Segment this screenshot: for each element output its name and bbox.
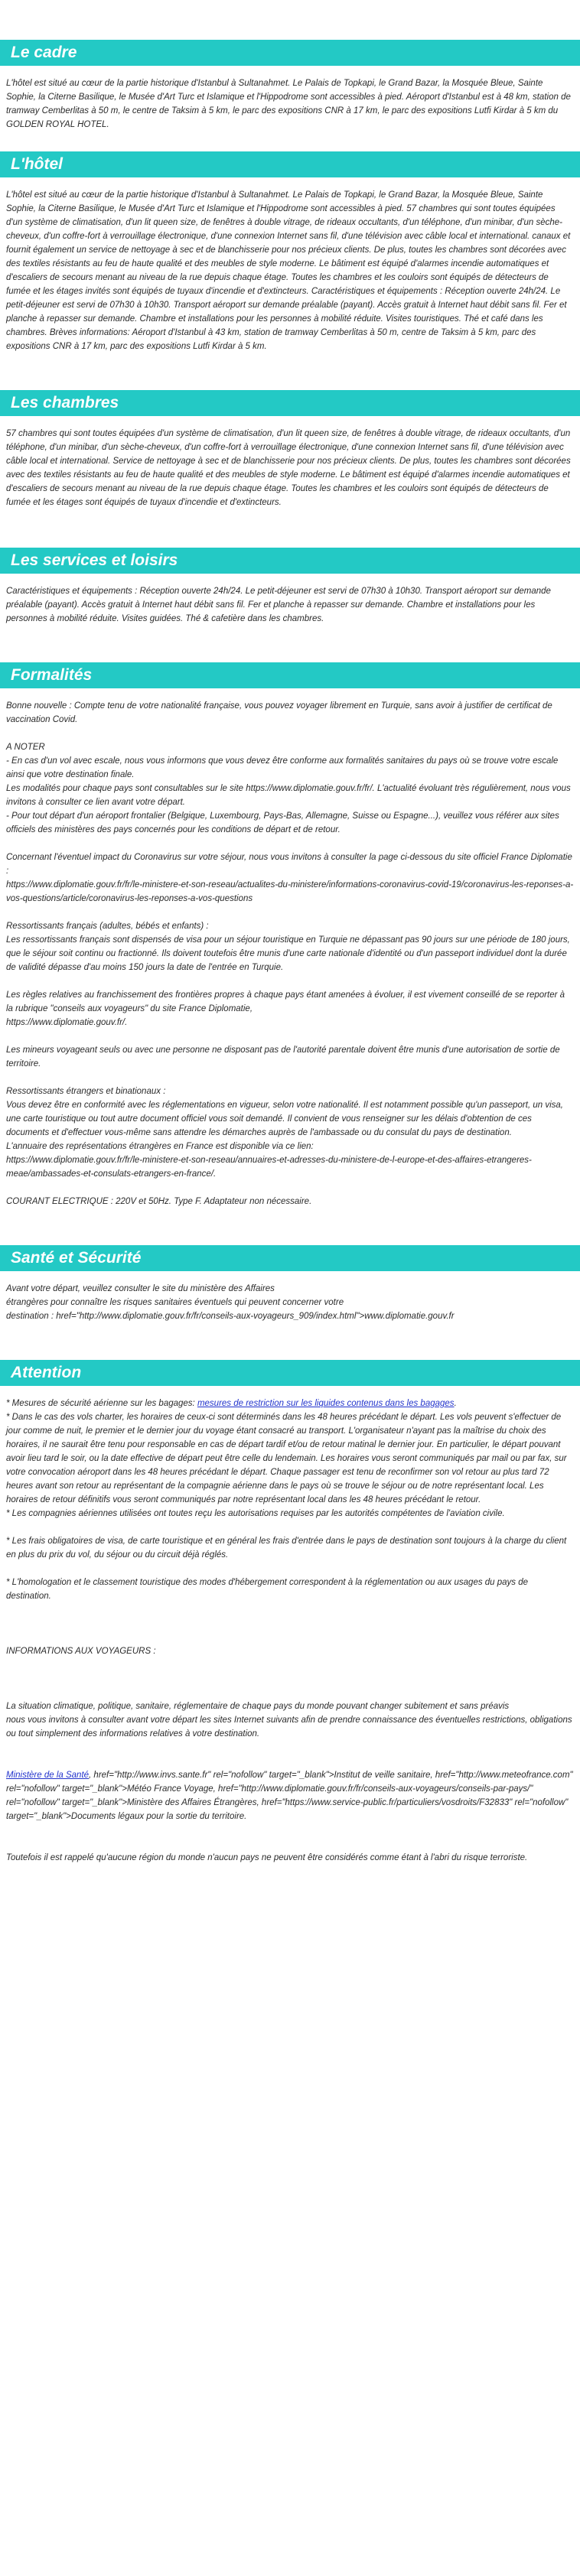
- ministere-sante-link[interactable]: Ministère de la Santé: [6, 1771, 90, 1780]
- spacer: [6, 1603, 574, 1617]
- paragraph: A NOTER - En cas d'un vol avec escale, nous vous informons que vous devez être conforme aux formalités sanitaires du pays où se trouve votre escale ainsi que votre destination finale. Les modalités pour chaque pays sont consultables sur le site https://www.diplomatie.gouv.fr/fr/. L'actualité évoluant très régulièrement, nous vous invitons à consulter ce lien avant votre départ. - Pour tout départ d'un aéroport frontalier (Belgique, Luxembourg, Pays-Bas, Allemagne, Suisse ou Espagne...), veuillez vous référer aux sites officiels des ministères des pays concernés pour les conditions de départ et de retour.: [6, 743, 571, 834]
- spacer: [6, 1181, 574, 1195]
- paragraph: * L'homologation et le classement touristique des modes d'hébergement correspondent à la réglementation ou aux usages du pays de destination.: [6, 1578, 531, 1601]
- spacer: [6, 1686, 574, 1699]
- section-title: Le cadre: [11, 44, 77, 61]
- paragraph: [6, 1397, 574, 1410]
- text: , href="http://www.invs.sante.fr" rel="nofollow" target="_blank">Institut de veille sanitaire, href="http://www.meteofrance.com" rel="nofollow" target="_blank">Météo France Voyage, href="http://www.diplomatie.gouv.fr/fr/conseils-aux-voyageurs/conseils-par-pays/" rel="nofollow" target="_blank">Ministère des Affaires Étrangères, href="https://www.service-public.fr/particuliers/vosdroits/F32833" rel="nofollow" target="_blank">Documents légaux pour la sortie du territoire.: [6, 1771, 575, 1821]
- section-header-hotel: [0, 151, 580, 177]
- paragraph: COURANT ELECTRIQUE : 220V et 50Hz. Type F. Adaptateur non nécessaire.: [6, 1197, 312, 1206]
- liquids-restriction-link[interactable]: mesures de restriction sur les liquides contenus dans les bagages: [197, 1399, 455, 1408]
- paragraph: INFORMATIONS AUX VOYAGEURS :: [6, 1647, 156, 1656]
- section-body: [0, 416, 580, 509]
- section-title: Les services et loisirs: [11, 551, 178, 569]
- section-header-formalites: [0, 662, 580, 688]
- spacer: [6, 1617, 574, 1631]
- paragraph: Caractéristiques et équipements : Réception ouverte 24h/24. Le petit-déjeuner est servi de 07h30 à 10h30. Transport aéroport sur demande préalable (payant). Accès gratuit à Internet haut débit sans fil. Fer et planche à repasser sur demande. Chambre et installations pour les personnes à mobilité réduite. Visites guidées. Thé & cafetière dans les chambres.: [6, 587, 554, 623]
- paragraph: 57 chambres qui sont toutes équipées d'un système de climatisation, d'un lit queen size, de fenêtres à double vitrage, de rideaux occultants, d'un téléphone, d'un minibar, d'un sèche-cheveux, d'un coffre-fort à verrouillage électronique, d'une connexion Internet sans fil, d'une télévision avec câble local et international. Service de nettoyage à sec et de blanchisserie pour nos précieux clients. De plus, toutes les chambres sont décorées avec des textiles résistants au feu de haute qualité et des meubles de style moderne. Le bâtiment est équipé d'alarmes incendie automatiques et d'escaliers de secours menant au niveau de la rue depuis chaque étage. Toutes les chambres et les couloirs sont équipés de détecteurs de fumée et les étages sont équipés de tuyaux d'incendie et d'extincteurs.: [6, 429, 573, 507]
- section-header-cadre: [0, 40, 580, 66]
- spacer: [6, 1755, 574, 1768]
- paragraph: Les mineurs voyageant seuls ou avec une personne ne disposant pas de l'autorité parentale doivent être munis d'une autorisation de sortie de territoire.: [6, 1046, 562, 1068]
- spacer: [6, 906, 574, 919]
- paragraph: Toutefois il est rappelé qu'aucune région du monde n'aucun pays ne peuvent être considérés comme étant à l'abri du risque terroriste.: [6, 1853, 528, 1862]
- section-formalites: [0, 662, 580, 1208]
- paragraph: L'hôtel est situé au cœur de la partie historique d'Istanbul à Sultanahmet. Le Palais de Topkapi, le Grand Bazar, la Mosquée Bleue, Sainte Sophie, la Citerne Basilique, le Musée d'Art Turc et Islamique et l'Hippodrome sont accessibles à pied. Aéroport d'Istanbul est à 48 km, station de tramway Cemberlitas à 50 m, le centre de Taksim à 5 km, le parc des expositions CNR à 17 km, le parc des expositions Lutfi Kirdar à 5 km du GOLDEN ROYAL HOTEL.: [6, 79, 574, 129]
- spacer: [6, 1562, 574, 1576]
- section-header-sante: [0, 1245, 580, 1271]
- paragraph: Bonne nouvelle : Compte tenu de votre nationalité française, vous pouvez voyager librement en Turquie, sans avoir à justifier de certificat de vaccination Covid.: [6, 701, 556, 724]
- section-body: [0, 688, 580, 1208]
- section-sante: [0, 1245, 580, 1323]
- paragraph: Ressortissants français (adultes, bébés et enfants) : Les ressortissants français sont dispensés de visa pour un séjour touristique en Turquie ne dépassant pas 90 jours sur une période de 180 jours, que le séjour soit continu ou fractionné. Ils doivent toutefois être munis d'une carte nationale d'identité ou d'un passeport individuel dont la durée de validité dépasse d'au moins 150 jours la date de l'entrée en Turquie.: [6, 922, 570, 972]
- section-body: [0, 1271, 580, 1323]
- text: * Mesures de sécurité aérienne sur les bagages:: [6, 1399, 197, 1408]
- page: [0, 40, 580, 1865]
- spacer: [6, 837, 574, 851]
- paragraph: L'hôtel est situé au cœur de la partie historique d'Istanbul à Sultanahmet. Le Palais de Topkapi, le Grand Bazar, la Mosquée Bleue, Sainte Sophie, la Citerne Basilique, le Musée d'Art Turc et Islamique et l'Hippodrome sont accessibles à pied. 57 chambres qui sont toutes équipées d'un système de climatisation, d'un lit queen size, de fenêtres à double vitrage, de rideaux occultants, d'un téléphone, d'un minibar, d'un sèche-cheveux, d'un coffre-fort à verrouillage électronique, d'une connexion Internet sans fil, d'une télévision avec câble local et international. canaux et fournit également un service de nettoyage à sec et de blanchisserie pour nos précieux clients. De plus, toutes les chambres sont décorées avec des textiles résistants au feu de haute qualité et des meubles de style moderne. Le bâtiment est équipé d'alarmes incendie automatiques et d'escaliers de secours menant au niveau de la rue depuis chaque étage. Toutes les chambres et les couloirs sont équipés de détecteurs de fumée et les étages invités sont équipés de tuyaux d'incendie et d'extincteurs. Caractéristiques et équipements : Réception ouverte 24h/24. Le petit-déjeuner est servi de 07h30 à 10h30. Transport aéroport sur demande préalable (payant). Accès gratuit à Internet haut débit sans fil. Fer et planche à repasser sur demande. Chambre et installations pour les personnes à mobilité réduite. Visites touristiques. Thé et café dans les chambres. Brèves informations: Aéroport d'Istanbul à 43 km, station de tramway Cemberlitas à 50 m, centre de Taksim à 5 km, parc des expositions CNR à 17 km, parc des expositions Lutfi Kirdar à 5 km.: [6, 190, 573, 351]
- paragraph: Concernant l'éventuel impact du Coronavirus sur votre séjour, nous vous invitons à consulter la page ci-dessous du site officiel France Diplomatie : https://www.diplomatie.gouv.fr/fr/le-ministere-et-son-reseau/actualites-du-ministere/informations-coronavirus-covid-19/coronavirus-les-reponses-a-vos-questions/article/coronavirus-les-reponses-a-vos-questions: [6, 853, 574, 903]
- section-services: [0, 548, 580, 626]
- section-chambres: [0, 390, 580, 509]
- section-attention: [0, 1360, 580, 1865]
- paragraph: Ressortissants étrangers et binationaux : Vous devez être en conformité avec les réglementations en vigueur, selon votre nationalité. Il est notamment possible qu'un passeport, un visa, une carte touristique ou tout autre document officiel vous soit demandé. Il convient de vous renseigner sur les délais d'obtention de ces documents et d'effectuer vous-même sans attendre les démarches auprès de l'ambassade ou du consulat du pays de destination. L'annuaire des représentations étrangères en France est disponible via ce lien: https://www.diplomatie.gouv.fr/fr/le-ministere-et-son-reseau/annuaires-et-adresses-du-ministere-de-l-europe-et-des-affaires-etrangeres-meae/ambassades-et-consulats-etrangers-en-france/.: [6, 1087, 563, 1179]
- spacer: [6, 1837, 574, 1851]
- paragraph: * Dans le cas des vols charter, les horaires de ceux-ci sont déterminés dans les 48 heures précédant le départ. Les vols peuvent s'effectuer de jour comme de nuit, le premier et le dernier jour du voyage étant consacré au transport. L'organisateur n'ayant pas la maîtrise du choix des horaires, il ne saurait être tenu pour responsable en cas de départ tardif et/ou de retour matinal le dernier jour. En particulier, le départ pouvant avoir lieu tard le soir, ou la date effective de départ peut être celle du lendemain. Les horaires vous seront communiqués par mail ou par fax, sur votre convocation aéroport dans les 48 heures précédant le départ. Chaque passager est tenu de reconfirmer son vol retour au plus tard 72 heures avant son retour au représentant de la compagnie aérienne dans le pays où se trouve le séjour ou de notre représentant local. Les horaires de retour définitifs vous seront communiqués par notre représentant local dans les 48 heures précédant le retour. * Les compagnies aériennes utilisées ont toutes reçu les autorisations requises par les autorités compétentes de l'aviation civile.: [6, 1413, 567, 1518]
- spacer: [6, 1672, 574, 1686]
- section-body: [0, 177, 580, 353]
- section-header-services: [0, 548, 580, 574]
- paragraph: Les règles relatives au franchissement des frontières propres à chaque pays étant amenées à évoluer, il est vivement conseillé de se reporter à la rubrique "conseils aux voyageurs" du site France Diplomatie, https://www.diplomatie.gouv.fr/.: [6, 990, 565, 1027]
- section-title: L'hôtel: [11, 155, 63, 173]
- spacer: [6, 727, 574, 740]
- section-body: [0, 1386, 580, 1865]
- section-title: Formalités: [11, 666, 93, 684]
- section-cadre: [0, 40, 580, 132]
- section-header-chambres: [0, 390, 580, 416]
- paragraph: * Les frais obligatoires de visa, de carte touristique et en général les frais d'entrée dans le pays de destination sont toujours à la charge du client en plus du prix du vol, du séjour ou du circuit déjà réglés.: [6, 1537, 569, 1560]
- section-title: Les chambres: [11, 394, 119, 411]
- section-title: Santé et Sécurité: [11, 1249, 142, 1267]
- spacer: [6, 1631, 574, 1644]
- spacer: [6, 1658, 574, 1672]
- spacer: [6, 1741, 574, 1755]
- spacer: [6, 1071, 574, 1085]
- section-body: [0, 66, 580, 132]
- section-body: [0, 574, 580, 626]
- section-hotel: [0, 151, 580, 353]
- paragraph: La situation climatique, politique, sanitaire, réglementaire de chaque pays du monde pouvant changer subitement et sans préavis nous vous invitons à consulter avant votre départ les sites Internet suivants afin de prendre connaissance des éventuelles restrictions, obligations ou tout simplement des informations relatives à votre destination.: [6, 1702, 572, 1738]
- spacer: [6, 974, 574, 988]
- section-header-attention: [0, 1360, 580, 1386]
- paragraph: [6, 1768, 574, 1823]
- text: .: [454, 1399, 457, 1408]
- spacer: [6, 1521, 574, 1534]
- section-title: Attention: [11, 1364, 82, 1381]
- spacer: [6, 1029, 574, 1043]
- paragraph: Avant votre départ, veuillez consulter le site du ministère des Affaires étrangères pour connaître les risques sanitaires éventuels qui peuvent concerner votre destination : href="http://www.diplomatie.gouv.fr/fr/conseils-aux-voyageurs_909/index.html">www.diplomatie.gouv.fr: [6, 1284, 455, 1321]
- spacer: [6, 1823, 574, 1837]
